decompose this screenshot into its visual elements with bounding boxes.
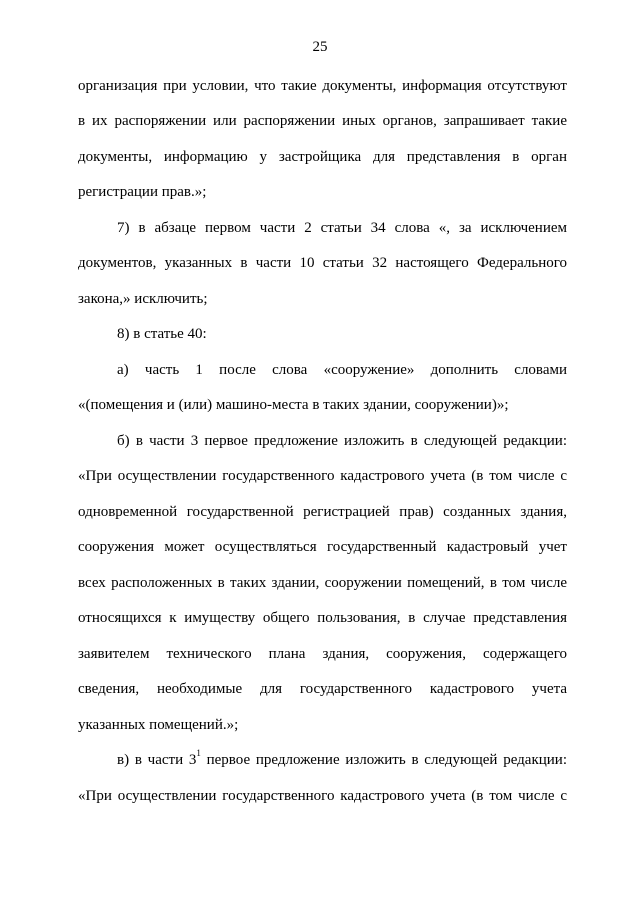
text-line: относящихся к имуществу общего пользования, в случае представления xyxy=(78,610,567,626)
text-line: 7) в абзаце первом части 2 статьи 34 слова «, за исключением xyxy=(117,220,567,236)
text-line: заявителем технического плана здания, сооружения, содержащего xyxy=(78,646,567,662)
text-line xyxy=(117,748,567,769)
text-line: документы, информацию у застройщика для представления в орган xyxy=(78,149,567,165)
text-line: закона,» исключить; xyxy=(78,291,208,307)
text-line: сведения, необходимые для государственного кадастрового учета xyxy=(78,681,567,697)
text-line: б) в части 3 первое предложение изложить в следующей редакции: xyxy=(117,433,567,449)
text-fragment: первое предложение изложить в следующей редакции: xyxy=(200,752,567,768)
text-line: в их распоряжении или распоряжении иных органов, запрашивает такие xyxy=(78,113,567,129)
text-line: регистрации прав.»; xyxy=(78,184,207,200)
text-line: «При осуществлении государственного кадастрового учета (в том числе с xyxy=(78,468,567,484)
text-line: одновременной государственной регистрацией прав) созданных здания, xyxy=(78,504,567,520)
text-line: а) часть 1 после слова «сооружение» дополнить словами xyxy=(117,362,567,378)
page-number: 25 xyxy=(312,39,328,55)
text-fragment: в) в части 3 xyxy=(117,752,197,768)
text-line: 8) в статье 40: xyxy=(117,326,207,342)
text-line: всех расположенных в таких здании, сооружении помещений, в том числе xyxy=(78,575,567,591)
text-line: сооружения может осуществляться государственный кадастровый учет xyxy=(78,539,567,555)
text-line: документов, указанных в части 10 статьи 32 настоящего Федерального xyxy=(78,255,567,271)
text-line: указанных помещений.»; xyxy=(78,717,239,733)
text-line: «При осуществлении государственного кадастрового учета (в том числе с xyxy=(78,788,567,804)
text-line: «(помещения и (или) машино-места в таких здании, сооружении)»; xyxy=(78,397,509,413)
text-line: организация при условии, что такие документы, информация отсутствуют xyxy=(78,78,567,94)
superscript: 1 xyxy=(196,748,201,758)
